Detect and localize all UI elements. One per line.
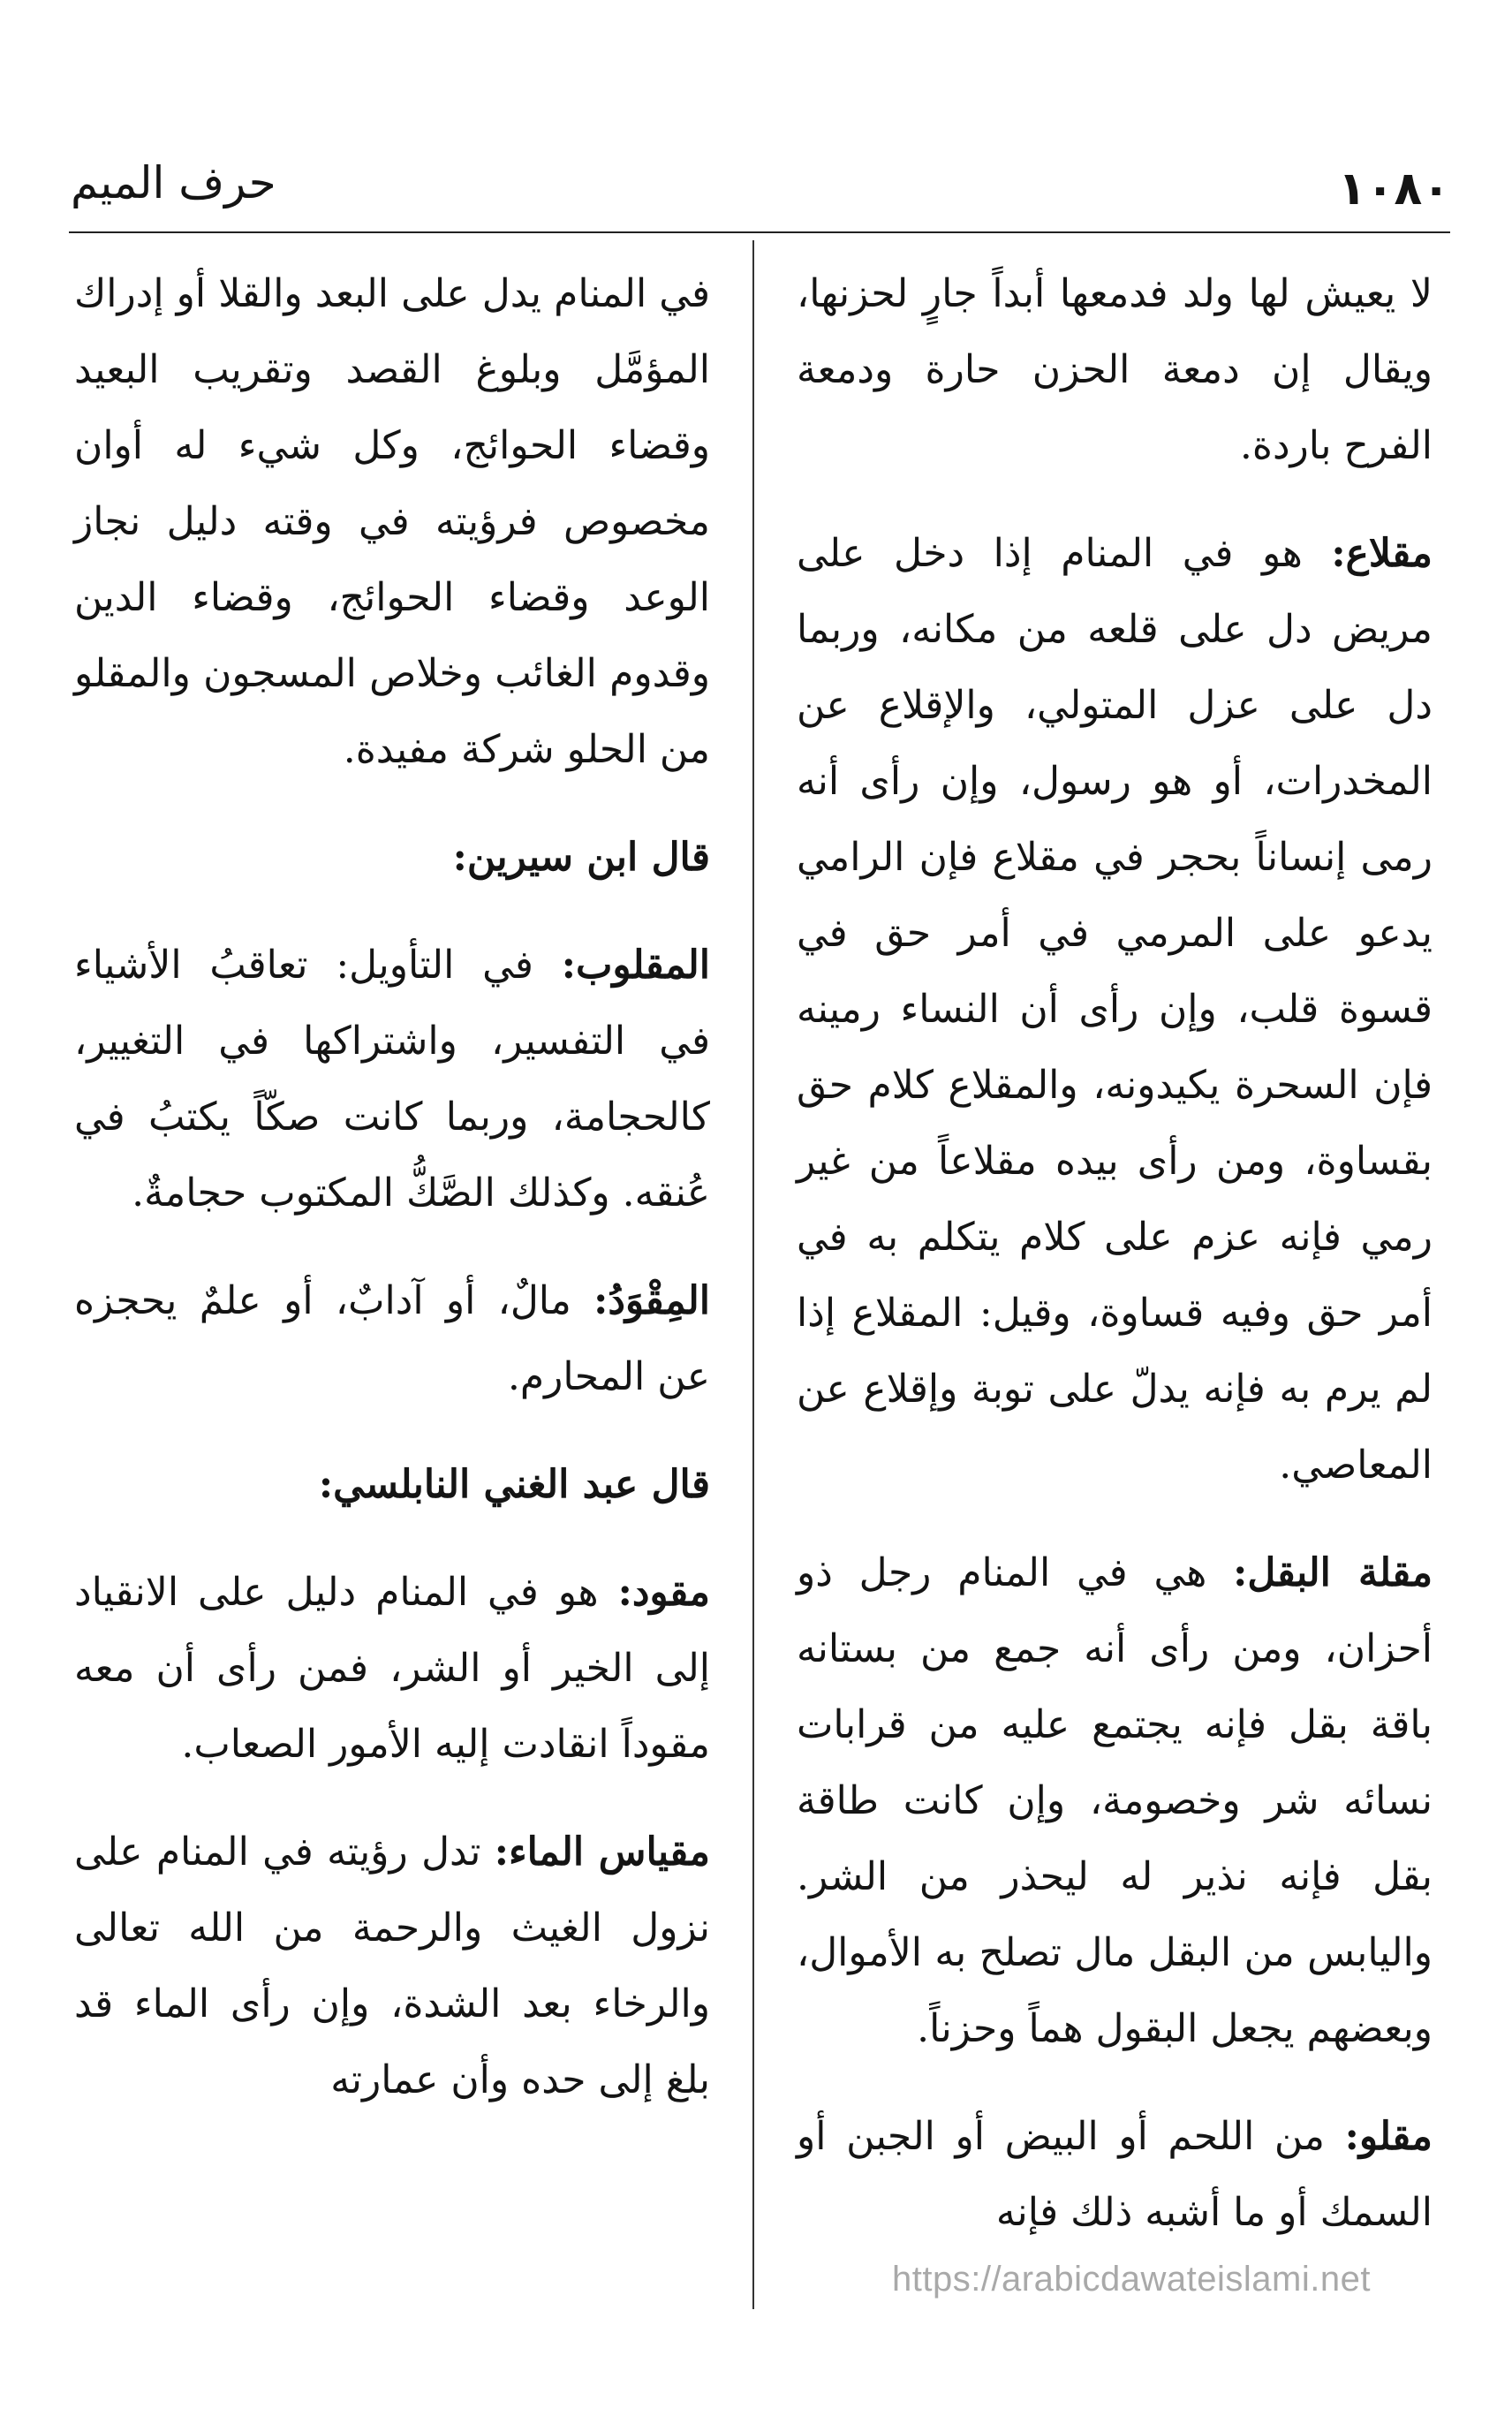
watermark-url[interactable]: https://arabicdawateislami.net <box>892 2260 1371 2299</box>
right-column <box>797 256 1433 2283</box>
section-heading: قال عبد الغني النابلسي: <box>318 1462 710 1507</box>
entry-text: مالٌ، أو آدابٌ، أو علمٌ يحجزه عن المحارم. <box>74 1278 710 1399</box>
entry-term: مقلاع: <box>1331 531 1433 576</box>
entry-term: مقياس الماء: <box>494 1829 710 1875</box>
running-head: حرف الميم <box>71 157 276 208</box>
section-heading: قال ابن سيرين: <box>452 835 710 880</box>
entry-text: في التأويل: تعاقبُ الأشياء في التفسير، واشتراكها في التغيير، كالحجامة، وربما كانت صكّاً يكتبُ في عُنقه. وكذلك الصَّكُّ المكتوب حجامةٌ. <box>74 943 710 1216</box>
paragraph-text: لا يعيش لها ولد فدمعها أبداً جارٍ لحزنها، ويقال إن دمعة الحزن حارة ودمعة الفرح باردة. <box>797 271 1433 468</box>
paragraph <box>797 256 1433 484</box>
entry-text: هي في المنام رجل ذو أحزان، ومن رأى أنه جمع من بستانه باقة بقل فإنه يجتمع عليه من قرابات نسائه شر وخصومة، وإن كانت طاقة بقل فإنه نذير له ليحذر من الشر. واليابس من البقل مال تصلح به الأموال، وبعضهم يجعل البقول هماً وحزناً. <box>797 1550 1433 2051</box>
dictionary-entry <box>797 1535 1433 2067</box>
entry-text: تدل رؤيته في المنام على نزول الغيث والرحمة من الله تعالى والرخاء بعد الشدة، وإن رأى الماء قد بلغ إلى حده وأن عمارته <box>74 1829 710 2102</box>
dictionary-entry <box>74 1814 710 2118</box>
dictionary-entry <box>797 2099 1433 2251</box>
entry-term: مقلة البقل: <box>1233 1550 1433 1595</box>
column-divider <box>752 240 754 2309</box>
dictionary-entry <box>74 1555 710 1783</box>
entry-term: المِقْوَدُ: <box>593 1278 710 1323</box>
paragraph <box>74 256 710 788</box>
paragraph-text: في المنام يدل على البعد والقلا أو إدراك المؤمَّل وبلوغ القصد وتقريب البعيد وقضاء الحوائج، وكل شيء له أوان مخصوص فرؤيته في وقته دليل نجاز الوعد وقضاء الحوائج، وقضاء الدين وقدوم الغائب وخلاص المسجون والمقلو من الحلو شركة مفيدة. <box>74 271 710 772</box>
entry-term: مقلو: <box>1344 2114 1433 2159</box>
dictionary-entry <box>74 928 710 1231</box>
dictionary-entry <box>797 516 1433 1504</box>
entry-term: مقود: <box>617 1570 710 1615</box>
entry-text: هو في المنام دليل على الانقياد إلى الخير أو الشر، فمن رأى أن معه مقوداً انقادت إليه الأمور الصعاب. <box>74 1570 710 1767</box>
page-header <box>71 157 1450 228</box>
header-rule <box>69 231 1450 233</box>
entry-text: هو في المنام إذا دخل على مريض دل على قلعه من مكانه، وربما دل على عزل المتولي، والإقلاع عن المخدرات، أو هو رسول، وإن رأى أنه رمى إنساناً بحجر في مقلاع فإن الرامي يدعو على المرمي في أمر حق في قسوة قلب، وإن رأى أن النساء رمينه فإن السحرة يكيدونه، والمقلاع كلام حق بقساوة، ومن رأى بيده مقلاعاً من غير رمي فإنه عزم على كلام يتكلم به في أمر حق وفيه قساوة، وقيل: المقلاع إذا لم يرم به فإنه يدلّ على توبة وإقلاع عن المعاصي. <box>797 531 1433 1488</box>
entry-text: من اللحم أو البيض أو الجبن أو السمك أو ما أشبه ذلك فإنه <box>797 2114 1433 2235</box>
left-column <box>74 256 710 2150</box>
dictionary-entry <box>74 1263 710 1415</box>
entry-term: المقلوب: <box>561 943 710 988</box>
page-number: ١٠٨٠ <box>1338 163 1450 216</box>
